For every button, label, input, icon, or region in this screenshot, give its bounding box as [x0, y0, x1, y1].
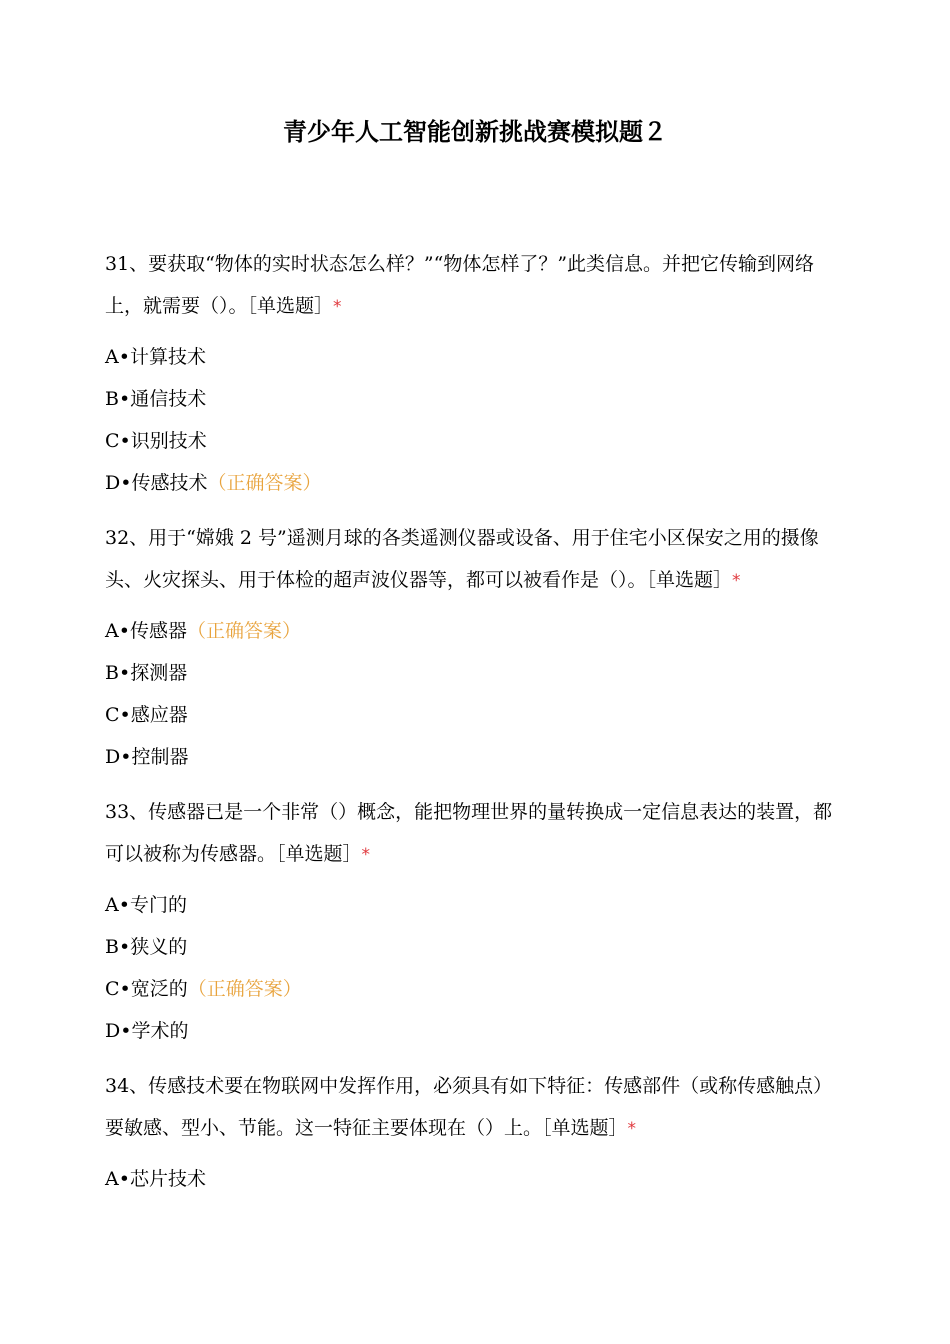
option-d: [105, 1010, 850, 1052]
option-letter: B: [105, 936, 119, 958]
bullet-icon: •: [120, 1020, 132, 1042]
question-34: [105, 1065, 850, 1200]
bullet-icon: •: [118, 346, 130, 368]
bullet-icon: •: [118, 1168, 130, 1190]
bullet-icon: •: [119, 430, 131, 452]
required-mark: *: [361, 845, 371, 865]
required-mark: *: [627, 1119, 637, 1139]
option-letter: D: [105, 1020, 121, 1042]
option-d: [105, 462, 850, 504]
required-mark: *: [732, 571, 741, 591]
question-list: [105, 243, 850, 1213]
option-text: 探测器: [130, 662, 188, 684]
option-letter: A: [105, 620, 119, 642]
option-text: 计算技术: [129, 346, 206, 368]
option-letter: B: [105, 662, 119, 684]
option-text: 识别技术: [130, 430, 207, 452]
option-d: [105, 736, 850, 778]
option-text: 感应器: [130, 704, 188, 726]
question-stem: 33、传感器已是一个非常（）概念，能把物理世界的量转换成一定信息表达的装置，都可以被称为传感器。［单选题］: [105, 801, 833, 865]
option-text: 芯片技术: [129, 1168, 206, 1190]
option-text: 专门的: [129, 894, 187, 916]
option-c: [105, 420, 850, 462]
option-text: 通信技术: [130, 388, 207, 410]
option-a: [105, 610, 850, 652]
option-letter: B: [105, 388, 119, 410]
option-c: [105, 968, 850, 1010]
bullet-icon: •: [118, 662, 131, 684]
question-stem: 31、要获取“物体的实时状态怎么样？”“物体怎样了？”此类信息。并把它传输到网络上，就需要（）。［单选题］: [105, 253, 815, 317]
option-b: [105, 652, 850, 694]
bullet-icon: •: [118, 894, 130, 916]
option-b: [105, 926, 850, 968]
option-letter: D: [105, 472, 121, 494]
question-text: [105, 1065, 850, 1150]
option-letter: A: [105, 894, 119, 916]
option-text: 学术的: [131, 1020, 189, 1042]
required-mark: *: [333, 297, 342, 317]
option-letter: C: [105, 704, 120, 726]
option-b: [105, 378, 850, 420]
bullet-icon: •: [119, 704, 131, 726]
option-text: 控制器: [131, 746, 189, 768]
option-a: [105, 336, 850, 378]
correct-answer-label: （正确答案）: [186, 620, 301, 642]
question-stem: 32、用于“嫦娥 2 号”遥测月球的各类遥测仪器或设备、用于住宅小区保安之用的摄像头、火灾探头、用于体检的超声波仪器等，都可以被看作是（）。［单选题］: [105, 527, 819, 591]
bullet-icon: •: [120, 472, 132, 494]
question-stem: 34、传感技术要在物联网中发挥作用，必须具有如下特征：传感部件（或称传感触点）要敏感、型小、节能。这一特征主要体现在（）上。［单选题］: [105, 1075, 833, 1139]
document-title: 青少年人工智能创新挑战赛模拟题２: [283, 118, 667, 146]
option-letter: A: [105, 1168, 119, 1190]
question-32: [105, 517, 850, 778]
question-text: [105, 517, 850, 602]
question-31: [105, 243, 850, 504]
question-text: [105, 791, 850, 876]
option-c: [105, 694, 850, 736]
bullet-icon: •: [120, 746, 132, 768]
bullet-icon: •: [118, 620, 130, 642]
option-text: 传感器: [129, 620, 187, 642]
option-a: [105, 1158, 850, 1200]
option-letter: C: [105, 430, 120, 452]
option-text: 宽泛的: [130, 978, 188, 1000]
question-text: [105, 243, 850, 328]
option-letter: A: [105, 346, 119, 368]
option-text: 传感技术: [131, 472, 208, 494]
bullet-icon: •: [118, 936, 131, 958]
bullet-icon: •: [119, 978, 131, 1000]
correct-answer-label: （正确答案）: [187, 978, 302, 1000]
option-letter: C: [105, 978, 120, 1000]
option-text: 狭义的: [130, 936, 188, 958]
bullet-icon: •: [118, 388, 131, 410]
question-33: [105, 791, 850, 1052]
option-a: [105, 884, 850, 926]
correct-answer-label: （正确答案）: [207, 472, 322, 494]
option-letter: D: [105, 746, 121, 768]
